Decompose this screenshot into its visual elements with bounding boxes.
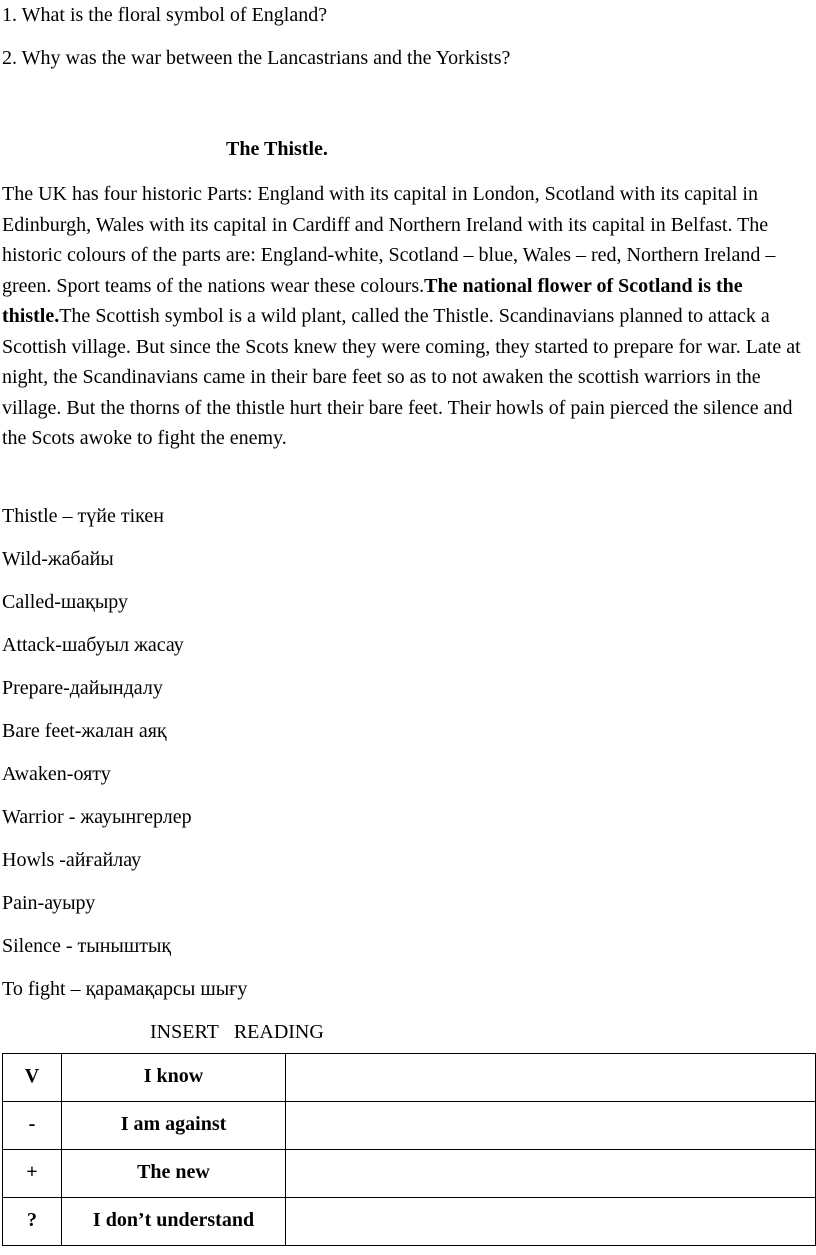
paragraph-part-2: The Scottish symbol is a wild plant, called the Thistle. Scandinavians planned to attack a Scottish village. But since the Scots knew they were coming, they started to prepare for war. Late at night, the Scandinavians came in their bare feet so as to not awaken the scottish warriors in the village. But the thorns of the thistle hurt their bare feet. Their howls of pain pierced the silence and the Scots awoke to fight the enemy. [2,305,801,449]
label-text: I know [143,1065,204,1087]
label-cell [62,1054,286,1102]
blank-cell [286,1102,816,1150]
symbol-cell [3,1150,62,1198]
blank-cell [286,1054,816,1102]
reading-word: READING [233,1021,324,1043]
insert-reading-heading [150,1020,324,1044]
text-paragraph [2,179,802,454]
text-title: The Thistle. [226,138,328,160]
question-2: 2. Why was the war between the Lancastrians and the Yorkists? [2,47,511,69]
paragraph-bold-sentence: The national flower of Scotland is the thistle. [2,274,743,327]
table-row [3,1198,816,1246]
vocab-item-howls: Howls -айғайлау [2,849,142,871]
label-cell [62,1102,286,1150]
symbol-cell [3,1198,62,1246]
vocab-item-pain: Pain-ауыру [2,892,96,914]
symbol-cell [3,1054,62,1102]
symbol-text: ? [27,1209,37,1231]
vocab-item-called: Called-шақыру [2,591,129,613]
vocab-item-wild: Wild-жабайы [2,548,114,570]
symbol-cell [3,1102,62,1150]
vocab-item-thistle: Thistle – түйе тікен [2,505,164,527]
vocab-item-attack: Attack-шабуыл жасау [2,634,184,656]
vocab-item-bare-feet: Bare feet-жалан аяқ [2,720,167,742]
blank-cell [286,1150,816,1198]
vocab-item-awaken: Awaken-ояту [2,763,111,785]
table-row [3,1054,816,1102]
symbol-text: - [28,1113,36,1135]
label-text: The new [137,1161,210,1183]
table-row [3,1102,816,1150]
label-text: I am against [120,1113,227,1135]
label-text: I don’t understand [92,1209,255,1231]
vocab-item-silence: Silence - тыныштық [2,935,172,957]
insert-table [2,1053,816,1246]
table-row [3,1150,816,1198]
paragraph-part-1: The UK has four historic Parts: England with its capital in London, Scotland with its capital in Edinburgh, Wales with its capital in Cardiff and Northern Ireland with its capital in Belfast. The historic colours of the parts are: England-white, Scotland – blue, Wales – red, Northern Ireland – green. Sport teams of the nations wear these colours. [2,183,776,297]
insert-word: INSERT [150,1021,219,1043]
vocab-item-to-fight: To fight – қарамақарсы шығу [2,978,248,1000]
blank-cell [286,1198,816,1246]
vocab-item-prepare: Prepare-дайындалу [2,677,163,699]
label-cell [62,1198,286,1246]
symbol-text: V [24,1065,40,1087]
question-1: 1. What is the floral symbol of England? [2,4,328,26]
symbol-text: + [26,1161,38,1183]
label-cell [62,1150,286,1198]
vocab-item-warrior: Warrior - жауынгерлер [2,806,192,828]
